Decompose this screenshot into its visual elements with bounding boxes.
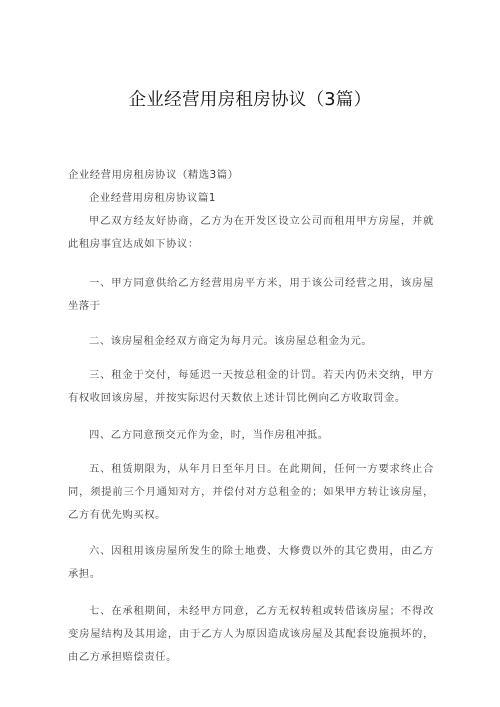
doc-subtitle-line: 企业经营用房租房协议（精选3篇）: [68, 169, 239, 181]
paragraph-intro: 甲乙双方经友好协商，乙方为在开发区设立公司而租用甲方房屋，并就此租房事宜达成如下协议：: [68, 215, 434, 250]
paragraph-clause-4: 四、乙方同意预交元作为金，时，当作房租冲抵。: [89, 429, 329, 441]
paragraph-clause-5: 五、租赁期限为，从年月日至年月日。在此期间，任何一方要求终止合同，须提前三个月通知对方，并偿付对方总租金的；如果甲方转让该房屋，乙方有优先购买权。: [68, 463, 434, 521]
paragraph-clause-1: 一、甲方同意供给乙方经营用房平方米，用于该公司经营之用，该房屋坐落于: [68, 277, 434, 312]
paragraph-clause-3: 三、租金于交付，每延迟一天按总租金的计罚。若天内仍未交纳，甲方有权收回该房屋，并按实际迟付天数依上述计罚比例向乙方收取罚金。: [68, 369, 434, 404]
paragraph-clause-2: 二、该房屋租金经双方商定为每月元。该房屋总租金为元。: [89, 335, 373, 347]
paragraph-clause-7: 七、在承租期间，未经甲方同意，乙方无权转租或转借该房屋；不得改变房屋结构及其用途，由于乙方人为原因造成该房屋及其配套设施损坏的，由乙方承担赔偿责任。: [68, 605, 434, 663]
document-title: 企业经营用房租房协议（3篇）: [128, 90, 372, 110]
paragraph-clause-6: 六、因租用该房屋所发生的除土地费、大修费以外的其它费用，由乙方承担。: [68, 545, 434, 580]
section-heading: 企业经营用房租房协议篇1: [89, 192, 217, 204]
